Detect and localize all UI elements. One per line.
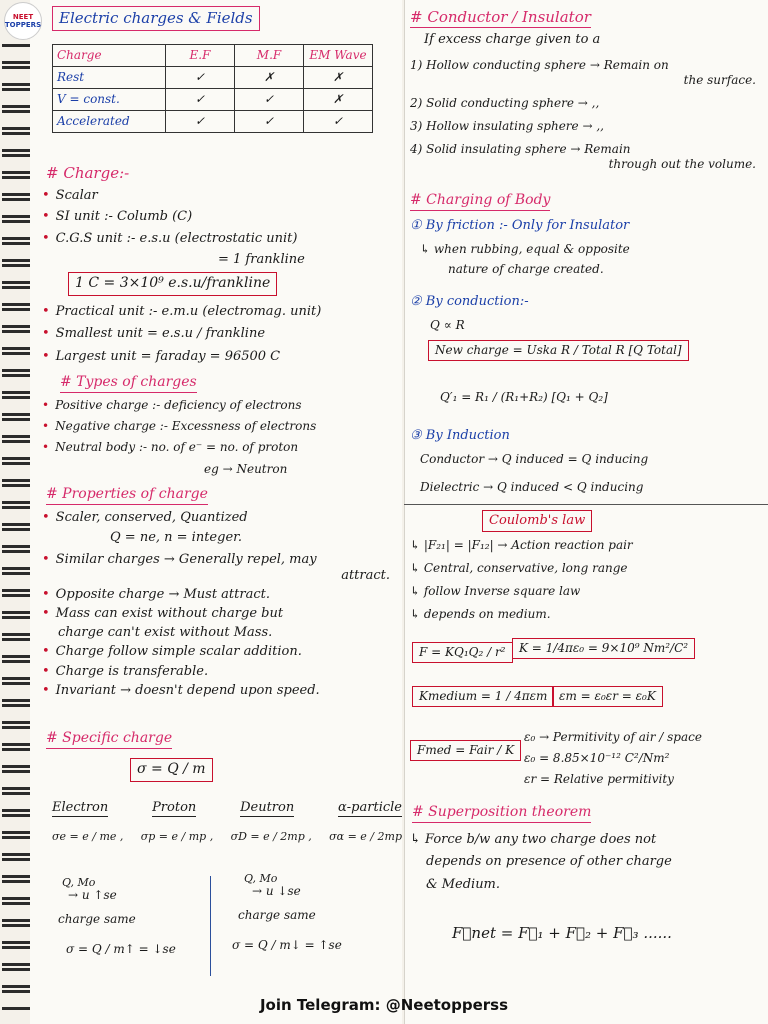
- case1-note: charge same: [58, 912, 136, 926]
- charging-heading: # Charging of Body: [410, 192, 550, 211]
- list-item: • Scalar: [42, 188, 402, 204]
- table-header-cell: Charge: [53, 45, 166, 67]
- particle-formula: σD = e / 2mp ,: [230, 830, 312, 843]
- table-cell: ✓: [166, 67, 235, 89]
- list-item: • C.G.S unit :- e.s.u (electrostatic unit): [42, 231, 402, 247]
- list-item: ↳ depends on medium.: [410, 607, 551, 621]
- new-charge-formula: New charge = Uska R / Total R [Q Total]: [428, 340, 689, 361]
- table-cell: Rest: [53, 67, 166, 89]
- props-heading: # Properties of charge: [46, 486, 208, 505]
- f-formula: F = KQ₁Q₂ / r²: [412, 642, 513, 663]
- table-header-row: [53, 45, 373, 67]
- table-cell: ✓: [166, 89, 235, 111]
- k-formula: K = 1/4πε₀ = 9×10⁹ Nm²/C²: [512, 638, 695, 659]
- field-table: [52, 44, 373, 133]
- table-cell: Accelerated: [53, 111, 166, 133]
- particle-label: Deutron: [240, 800, 294, 817]
- list-item: • Negative charge :- Excessness of electrons: [42, 419, 402, 434]
- list-item: • Opposite charge → Must attract.: [42, 587, 402, 603]
- particle-formula: σe = e / me ,: [52, 830, 124, 843]
- table-cell: V = const.: [53, 89, 166, 111]
- list-item: • Smallest unit = e.s.u / frankline: [42, 326, 402, 342]
- friction-note: ↳ when rubbing, equal & opposite: [420, 242, 630, 256]
- table-cell: ✓: [235, 111, 304, 133]
- case2-label: Q, Mo: [244, 872, 278, 885]
- list-item: • Scaler, conserved, Quantized: [42, 510, 248, 526]
- specific-heading: # Specific charge: [46, 730, 172, 749]
- table-cell: ✓: [166, 111, 235, 133]
- list-item: ↳ follow Inverse square law: [410, 584, 581, 598]
- super-text: & Medium.: [426, 876, 501, 892]
- list-item-cont: charge can't exist without Mass.: [58, 625, 273, 640]
- list-item: 3) Hollow insulating sphere → ,,: [410, 119, 604, 133]
- list-item: 4) Solid insulating sphere → Remain: [410, 142, 631, 156]
- divider-line: [210, 876, 211, 976]
- case2-formula: σ = Q / m↓ = ↑se: [232, 938, 342, 952]
- list-item: • Charge is transferable.: [42, 664, 402, 680]
- particle-label: Proton: [152, 800, 196, 817]
- case1-label: Q, Mo: [62, 876, 96, 889]
- conduction-prop: Q ∝ R: [430, 318, 465, 332]
- conductor-intro: If excess charge given to a: [424, 32, 601, 47]
- list-item: • Positive charge :- deficiency of electrons: [42, 398, 402, 413]
- case2-arrow: → u ↓se: [252, 884, 301, 898]
- telegram-footer: Join Telegram: @Neetopperss: [259, 996, 509, 1014]
- kmedium-formula: Kmedium = 1 / 4πεm: [412, 686, 554, 707]
- particle-formula: σα = e / 2mp: [329, 830, 402, 843]
- list-item-cont: attract.: [341, 568, 390, 584]
- list-item: • Practical unit :- e.m.u (electromag. unit): [42, 304, 402, 320]
- specific-formula: σ = Q / m: [130, 758, 213, 782]
- logo-line2: TOPPERS: [4, 21, 42, 29]
- types-heading: # Types of charges: [60, 374, 197, 393]
- case1-formula: σ = Q / m↑ = ↓se: [66, 942, 176, 956]
- list-item: • SI unit :- Columb (C): [42, 209, 402, 225]
- table-cell: ✗: [235, 67, 304, 89]
- types-example: eg → Neutron: [204, 462, 288, 476]
- charge-heading: # Charge:-: [46, 164, 130, 182]
- table-header-cell: M.F: [235, 45, 304, 67]
- table-header-cell: E.F: [166, 45, 235, 67]
- list-item: • Mass can exist without charge but: [42, 606, 402, 622]
- coulomb-heading: Coulomb's law: [482, 510, 592, 532]
- list-item: ε₀ → Permitivity of air / space: [524, 730, 702, 744]
- super-text: ↳ Force b/w any two charge does not: [410, 832, 657, 847]
- logo-line1: NEET: [12, 13, 34, 21]
- induction-label: ③ By Induction: [410, 428, 510, 443]
- list-item: • Charge follow simple scalar addition.: [42, 644, 402, 660]
- fmed-formula: Fmed = Fair / K: [410, 740, 521, 761]
- list-item: ε₀ = 8.85×10⁻¹² C²/Nm²: [524, 751, 670, 765]
- table-cell: ✗: [304, 67, 373, 89]
- page-title: Electric charges & Fields: [52, 6, 260, 31]
- friction-note2: nature of charge created.: [448, 262, 604, 276]
- conduction-label: ② By conduction:-: [410, 294, 529, 309]
- case2-note: charge same: [238, 908, 316, 922]
- conversion-box: 1 C = 3×10⁹ e.s.u/frankline: [68, 272, 277, 296]
- props-formula: Q = ne, n = integer.: [110, 530, 243, 545]
- friction-label: ① By friction :- Only for Insulator: [410, 218, 630, 233]
- induction-item: Conductor → Q induced = Q inducing: [420, 452, 649, 466]
- particle-label: Electron: [52, 800, 108, 817]
- table-cell: ✓: [235, 89, 304, 111]
- table-row: [53, 89, 373, 111]
- table-header-cell: EM Wave: [304, 45, 373, 67]
- list-item: ↳ |F₂₁| = |F₁₂| → Action reaction pair: [410, 538, 633, 552]
- list-item: εr = Relative permitivity: [524, 772, 674, 786]
- table-row: [53, 67, 373, 89]
- super-text: depends on presence of other charge: [426, 854, 672, 870]
- q1-formula: Q′₁ = R₁ / (R₁+R₂) [Q₁ + Q₂]: [440, 390, 608, 404]
- section-divider: [404, 504, 768, 505]
- table-cell: ✗: [304, 89, 373, 111]
- list-item-cont: through out the volume.: [608, 157, 756, 171]
- particle-label: α-particle: [338, 800, 402, 817]
- cgs-sub: = 1 frankline: [218, 252, 305, 267]
- em-formula: εm = ε₀εr = ε₀K: [552, 686, 663, 707]
- table-row: [53, 111, 373, 133]
- table-cell: ✓: [304, 111, 373, 133]
- superposition-heading: # Superposition theorem: [412, 804, 591, 823]
- list-item: ↳ Central, conservative, long range: [410, 561, 628, 575]
- induction-item: Dielectric → Q induced < Q inducing: [420, 480, 644, 494]
- list-item: • Neutral body :- no. of e⁻ = no. of proton: [42, 440, 402, 455]
- particle-formula: σp = e / mp ,: [140, 830, 214, 843]
- fnet-formula: F⃗net = F⃗₁ + F⃗₂ + F⃗₃ ......: [452, 924, 672, 942]
- list-item: • Largest unit = faraday = 96500 C: [42, 349, 402, 365]
- list-item: 2) Solid conducting sphere → ,,: [410, 96, 600, 110]
- list-item: 1) Hollow conducting sphere → Remain on: [410, 58, 669, 72]
- list-item-cont: the surface.: [683, 73, 756, 87]
- neet-toppers-logo: [4, 2, 42, 40]
- conductor-heading: # Conductor / Insulator: [410, 8, 591, 26]
- list-item: • Similar charges → Generally repel, may: [42, 552, 402, 568]
- list-item: • Invariant → doesn't depend upon speed.: [42, 683, 402, 699]
- case1-arrow: → u ↑se: [68, 888, 117, 902]
